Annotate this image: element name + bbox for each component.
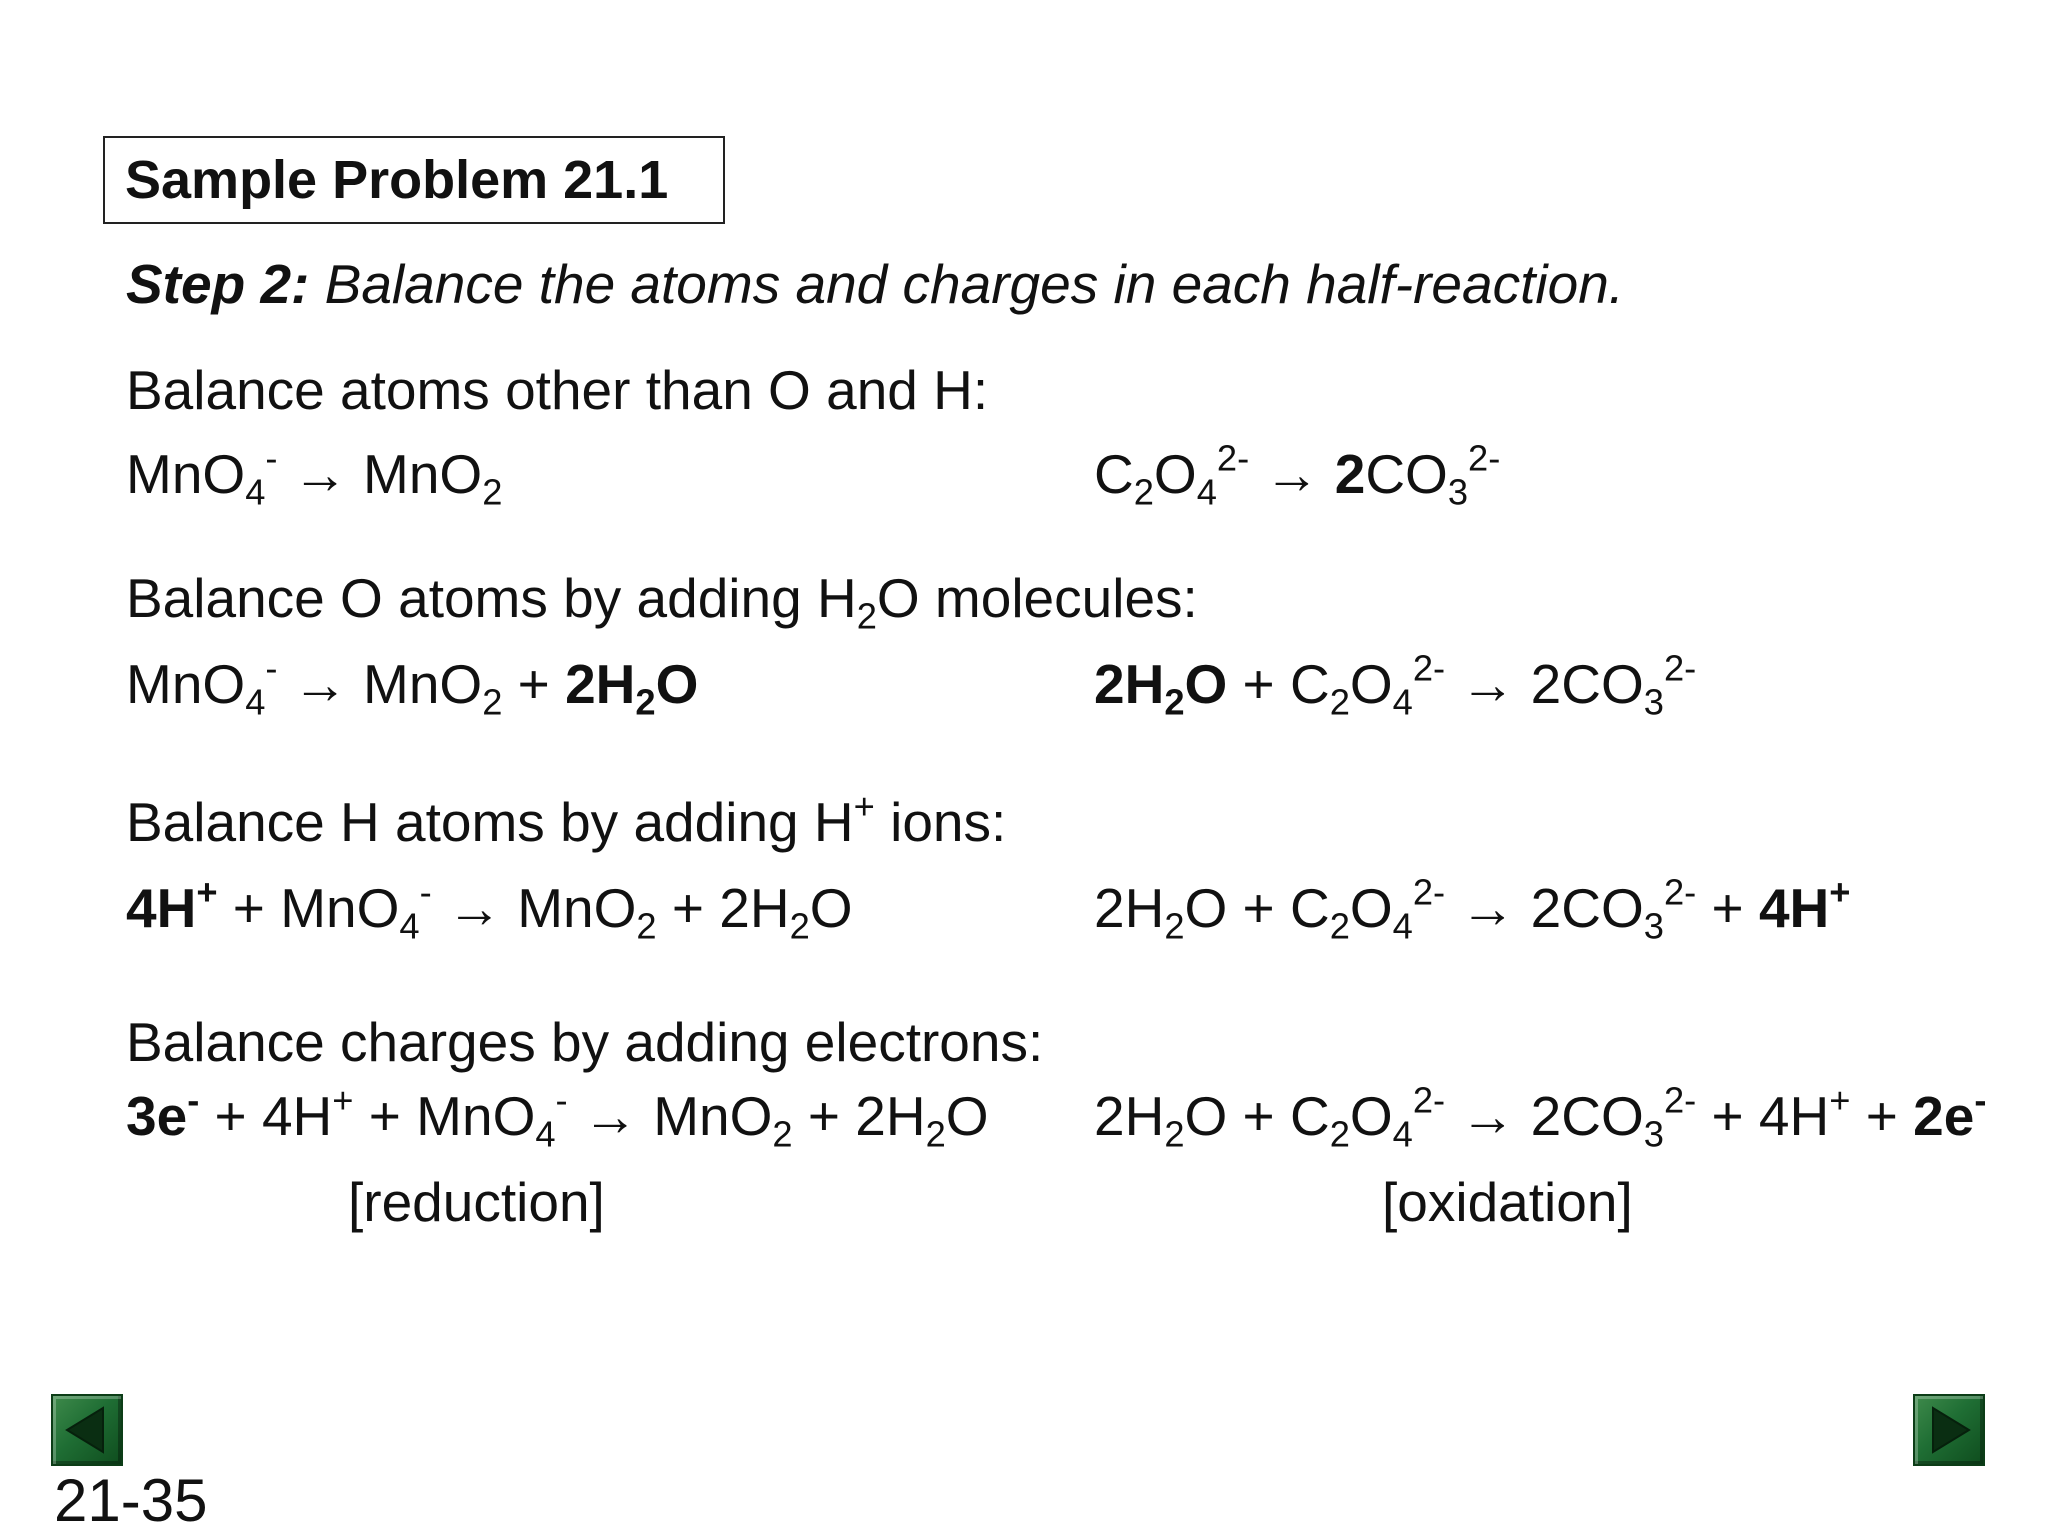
eq-text: 2H [1094, 1085, 1165, 1147]
eq-superscript: + [332, 1079, 354, 1121]
eq-text: O + C [1184, 1085, 1330, 1147]
eq-text: MnO [126, 443, 246, 505]
section-4-oxidation-equation [1094, 1079, 1987, 1155]
eq-superscript: + [853, 785, 875, 827]
eq-bold-text: 4H [1758, 877, 1830, 939]
section-4-reduction-equation [126, 1079, 989, 1155]
eq-subscript: 4 [1196, 471, 1217, 513]
eq-superscript: - [265, 647, 278, 689]
eq-text: + 4H [199, 1085, 333, 1147]
reduction-note: [reduction] [348, 1171, 605, 1233]
section-4-heading: Balance charges by adding electrons: [126, 1011, 1044, 1073]
eq-text: + MnO [353, 1085, 536, 1147]
eq-text: + 2H [656, 877, 790, 939]
eq-subscript: 2 [1329, 905, 1350, 947]
eq-text: + MnO [217, 877, 400, 939]
eq-bold-text: 2 [1334, 443, 1366, 505]
eq-text: + 4H [1696, 1085, 1830, 1147]
page-number: 21-35 [54, 1467, 208, 1534]
eq-bold-text: O [655, 653, 699, 715]
step-label: Step 2: [126, 253, 310, 315]
eq-text: O + C [1184, 877, 1330, 939]
eq-superscript: 2- [1412, 1079, 1446, 1121]
title-box [103, 136, 725, 224]
eq-subscript: 2 [1329, 1113, 1350, 1155]
step-text: Balance the atoms and charges in each half-reaction. [309, 253, 1625, 315]
eq-superscript: - [419, 871, 432, 913]
eq-superscript: 2- [1412, 647, 1446, 689]
eq-subscript: 4 [399, 905, 420, 947]
eq-subscript: 2 [482, 471, 503, 513]
eq-subscript: 2 [1133, 471, 1154, 513]
eq-text: O [1349, 653, 1393, 715]
eq-text: Balance H atoms by adding H [126, 791, 854, 853]
eq-subscript: 2 [925, 1113, 946, 1155]
eq-bold-superscript: + [196, 871, 218, 913]
eq-text: O molecules: [876, 567, 1198, 629]
eq-text: → MnO [277, 443, 483, 505]
eq-text: O [1349, 877, 1393, 939]
section-3-heading [126, 785, 1007, 854]
eq-bold-subscript: 2 [635, 681, 656, 723]
eq-subscript: 2 [856, 595, 877, 637]
eq-subscript: 4 [1392, 905, 1413, 947]
eq-text: → [1249, 443, 1335, 505]
eq-text: + C [1227, 653, 1330, 715]
eq-superscript: 2- [1663, 1079, 1697, 1121]
eq-text: O [1349, 1085, 1393, 1147]
eq-bold-superscript: - [1974, 1079, 1987, 1121]
eq-text: O [945, 1085, 989, 1147]
eq-superscript: 2- [1412, 871, 1446, 913]
eq-bold-subscript: 2 [1164, 681, 1185, 723]
step-instruction [126, 252, 1624, 316]
eq-superscript: + [1829, 1079, 1851, 1121]
triangle-left-icon [53, 1396, 121, 1464]
eq-superscript: 2- [1216, 437, 1250, 479]
eq-subscript: 4 [1392, 681, 1413, 723]
eq-bold-text: 2e [1913, 1085, 1975, 1147]
eq-text: → MnO [431, 877, 637, 939]
eq-bold-superscript: - [187, 1079, 200, 1121]
previous-slide-button[interactable] [51, 1394, 123, 1466]
eq-bold-text: 2H [1094, 653, 1165, 715]
eq-text: 2H [1094, 877, 1165, 939]
oxidation-note: [oxidation] [1382, 1171, 1633, 1233]
eq-subscript: 3 [1643, 905, 1664, 947]
eq-text: MnO [126, 653, 246, 715]
eq-bold-superscript: + [1829, 871, 1851, 913]
eq-bold-text: 3e [126, 1085, 188, 1147]
eq-bold-text: 4H [126, 877, 197, 939]
eq-text: + 2H [792, 1085, 926, 1147]
eq-bold-text: O [1184, 653, 1228, 715]
section-3-reduction-equation [126, 871, 853, 947]
slide-title: Sample Problem 21.1 [125, 150, 669, 210]
eq-text: → 2CO [1445, 653, 1644, 715]
eq-subscript: 3 [1447, 471, 1469, 513]
eq-subscript: 3 [1643, 1113, 1664, 1155]
next-slide-button[interactable] [1913, 1394, 1985, 1466]
eq-subscript: 3 [1643, 681, 1664, 723]
eq-text: O [1153, 443, 1197, 505]
eq-text: CO [1365, 443, 1448, 505]
section-2-oxidation-equation [1094, 647, 1697, 723]
eq-superscript: 2- [1468, 437, 1501, 479]
eq-subscript: 4 [1392, 1113, 1413, 1155]
eq-subscript: 2 [636, 905, 657, 947]
eq-text: → 2CO [1445, 877, 1644, 939]
eq-subscript: 2 [772, 1113, 793, 1155]
eq-subscript: 2 [1329, 681, 1350, 723]
eq-text: + [502, 653, 566, 715]
eq-superscript: - [265, 437, 278, 479]
section-1-heading: Balance atoms other than O and H: [126, 359, 989, 421]
eq-text: O [809, 877, 853, 939]
eq-subscript: 2 [482, 681, 503, 723]
eq-text: ions: [874, 791, 1007, 853]
section-1-reduction-equation [126, 437, 503, 513]
eq-text: C [1094, 443, 1134, 505]
eq-subscript: 2 [789, 905, 810, 947]
section-2-heading [126, 566, 1198, 637]
section-1-oxidation-equation [1094, 437, 1501, 513]
eq-bold-text: 2H [565, 653, 636, 715]
eq-superscript: 2- [1663, 871, 1697, 913]
eq-subscript: 4 [245, 681, 266, 723]
triangle-right-icon [1915, 1396, 1983, 1464]
eq-text: → MnO [567, 1085, 773, 1147]
eq-text: + [1850, 1085, 1914, 1147]
section-3-oxidation-equation [1094, 871, 1851, 947]
eq-text: → 2CO [1445, 1085, 1644, 1147]
eq-subscript: 2 [1164, 905, 1185, 947]
eq-subscript: 2 [1164, 1113, 1185, 1155]
eq-superscript: - [555, 1079, 568, 1121]
section-2-reduction-equation [126, 647, 699, 723]
eq-text: + [1696, 877, 1759, 939]
eq-text: Balance O atoms by adding H [126, 567, 857, 629]
eq-text: → MnO [277, 653, 483, 715]
eq-subscript: 4 [535, 1113, 556, 1155]
eq-superscript: 2- [1663, 647, 1697, 689]
eq-subscript: 4 [245, 471, 266, 513]
